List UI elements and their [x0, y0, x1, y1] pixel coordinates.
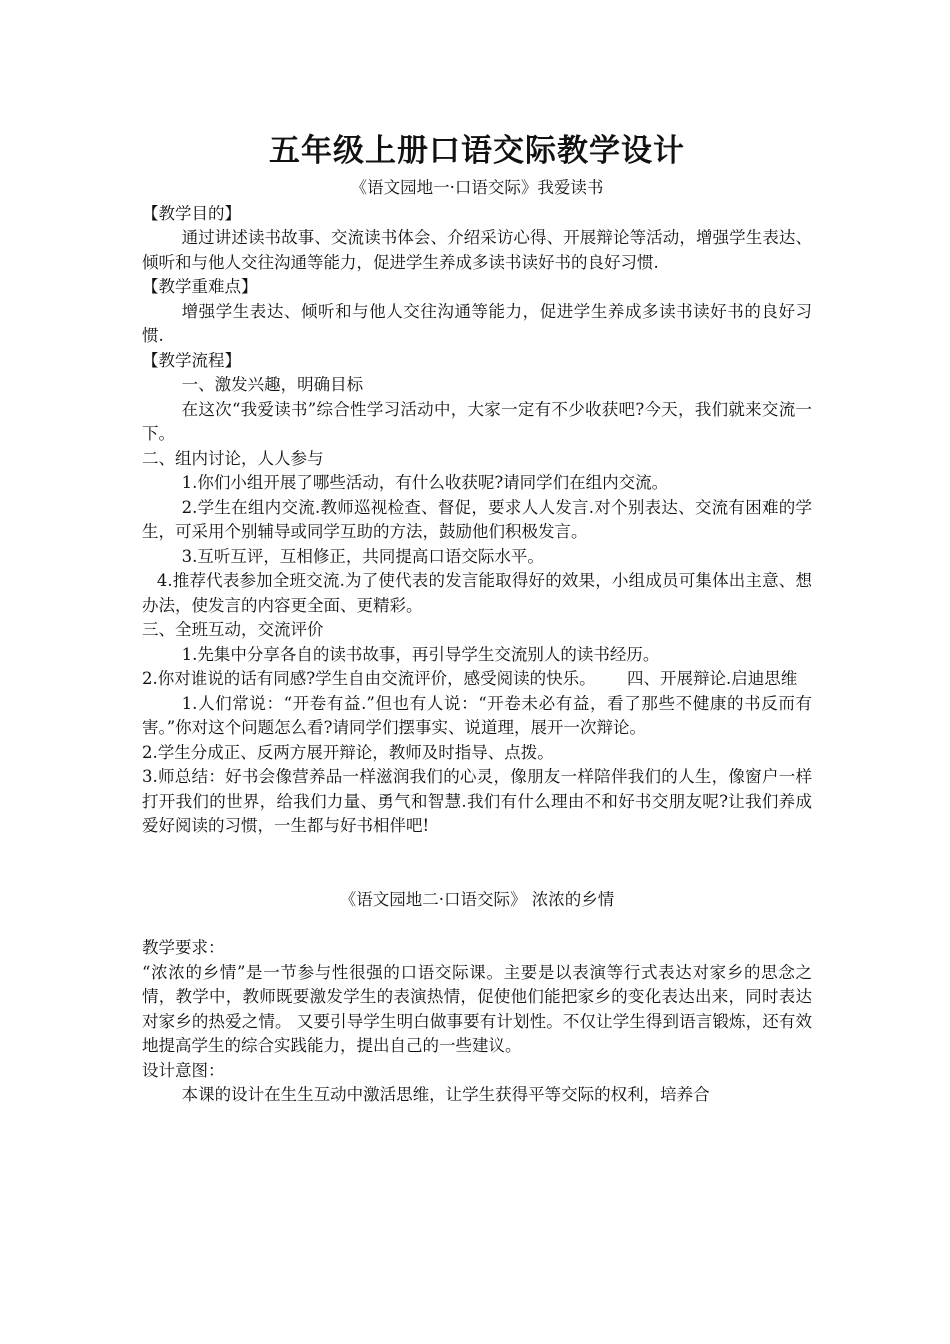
step3-item-1: 1.先集中分享各自的读书故事，再引导学生交流别人的读书经历。	[181, 644, 660, 664]
step4-item-1: 1.人们常说：“开卷有益.”但也有人说：“开卷未必有益，看了那些不健康的书反而有害。”你对这个问题怎么看?请同学们摆事实、说道理，展开一次辩论。	[142, 693, 812, 737]
design-intent-text: 本课的设计在生生互动中激活思维，让学生获得平等交际的权利，培养合	[181, 1085, 710, 1104]
step3-item-2: 2.你对谁说的话有同感?学生自由交流评价，感受阅读的快乐。 四、开展辩论.启迪思维	[142, 669, 798, 688]
heading-teaching-requirements: 教学要求：	[142, 938, 225, 957]
section1-subtitle: 《语文园地一·口语交际》我爱读书	[350, 178, 604, 197]
step2-item-1: 1.你们小组开展了哪些活动，有什么收获呢?请同学们在组内交流。	[181, 473, 669, 492]
step1-text: 在这次“我爱读书”综合性学习活动中，大家一定有不少收获吧?今天，我们就来交流一下。	[142, 399, 812, 443]
section-spacer	[142, 912, 812, 936]
heading-teaching-goal: 【教学目的】	[142, 203, 241, 223]
step2-item-3: 3.互听互评，互相修正，共同提高口语交际水平。	[181, 546, 544, 566]
teaching-requirements-text: “浓浓的乡情”是一节参与性很强的口语交际课。主要是以表演等行式表达对家乡的思念之情，教学中，教师既要激发学生的表演热情，促使他们能把家乡的变化表达出来，同时表达对家乡的热爱之情。 又要引导学生明白做事要有计划性。不仅让学生得到语言锻炼，还有效地提高学生的综合实践能力，提出自己的一些建议。	[142, 962, 812, 1055]
document-title: 五年级上册口语交际教学设计	[269, 133, 685, 169]
teaching-goal-text: 通过讲述读书故事、交流读书体会、介绍采访心得、开展辩论等活动，增强学生表达、倾听和与他人交往沟通等能力，促进学生养成多读书读好书的良好习惯.	[142, 228, 812, 272]
heading-key-points: 【教学重难点】	[142, 277, 258, 296]
step2-item-4: 4.推荐代表参加全班交流.为了使代表的发言能取得好的效果，小组成员可集体出主意、想办法，使发言的内容更全面、更精彩。	[142, 571, 812, 615]
step4-item-3: 3.师总结：好书会像营养品一样滋润我们的心灵，像朋友一样陪伴我们的人生，像窗户一样打开我们的世界，给我们力量、勇气和智慧.我们有什么理由不和好书交朋友呢?让我们养成爱好阅读的习惯，一生都与好书相伴吧!	[142, 767, 812, 835]
step3-title: 三、全班互动，交流评价	[142, 620, 324, 639]
key-points-text: 增强学生表达、倾听和与他人交往沟通等能力，促进学生养成多读书读好书的良好习惯.	[142, 301, 812, 345]
heading-design-intent: 设计意图：	[142, 1060, 225, 1080]
step2-title: 二、组内讨论，人人参与	[142, 448, 324, 468]
section2-subtitle: 《语文园地二·口语交际》 浓浓的乡情	[339, 889, 615, 909]
step2-item-2: 2.学生在组内交流.教师巡视检查、督促，要求人人发言.对个别表达、交流有困难的学生，可采用个别辅导或同学互助的方法，鼓励他们积极发言。	[142, 497, 812, 541]
section-spacer	[142, 839, 812, 888]
heading-teaching-flow: 【教学流程】	[142, 350, 241, 370]
step1-title: 一、激发兴趣，明确目标	[181, 375, 364, 394]
document-page	[142, 128, 812, 1108]
step4-item-2: 2.学生分成正、反两方展开辩论，教师及时指导、点拨。	[142, 742, 554, 762]
